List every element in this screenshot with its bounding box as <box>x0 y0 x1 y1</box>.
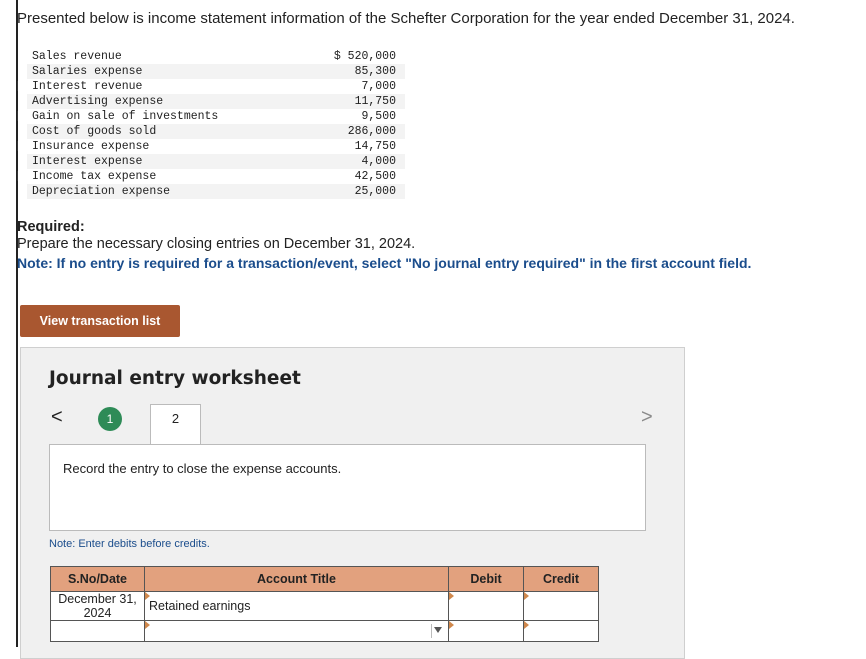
table-row <box>27 79 405 94</box>
item-label: Advertising expense <box>27 94 314 109</box>
item-value: 42,500 <box>354 170 396 183</box>
table-row <box>27 184 405 199</box>
debit-column-header: Debit <box>449 567 524 592</box>
income-statement-table <box>27 49 405 199</box>
problem-intro: Presented below is income statement information of the Schefter Corporation for the year ended December 31, 2024. <box>17 10 795 27</box>
table-row <box>27 154 405 169</box>
item-value: $ 520,000 <box>333 50 396 63</box>
entry-instruction: Record the entry to close the expense accounts. <box>63 461 342 476</box>
journal-row <box>51 592 599 621</box>
row-marker <box>17 141 18 151</box>
item-value: 4,000 <box>314 154 405 169</box>
table-row <box>27 169 405 184</box>
item-value: 25,000 <box>314 184 405 199</box>
item-value: 85,300 <box>314 64 405 79</box>
date-cell <box>51 621 145 642</box>
input-marker-icon <box>449 621 454 629</box>
debit-input[interactable] <box>449 592 524 621</box>
item-value: 14,750 <box>354 140 396 153</box>
required-heading: Required: <box>17 219 85 235</box>
table-row <box>27 49 405 64</box>
row-marker <box>17 111 18 121</box>
chevron-right-icon[interactable]: > <box>641 406 653 428</box>
debit-input[interactable] <box>449 621 524 642</box>
table-row <box>27 124 405 139</box>
debit-credit-note: Note: Enter debits before credits. <box>49 538 210 550</box>
instruction-text: Prepare the necessary closing entries on December 31, 2024. <box>17 236 416 252</box>
account-title-value: Retained earnings <box>149 599 251 613</box>
table-row <box>27 94 405 109</box>
item-label: Salaries expense <box>27 64 314 79</box>
input-marker-icon <box>449 592 454 600</box>
table-row <box>27 139 405 154</box>
item-label: Sales revenue <box>32 50 122 63</box>
worksheet-title: Journal entry worksheet <box>49 368 301 389</box>
item-label: Interest expense <box>27 154 314 169</box>
credit-input[interactable] <box>524 621 599 642</box>
item-value: 9,500 <box>361 110 396 123</box>
journal-worksheet-panel <box>20 347 685 659</box>
credit-column-header: Credit <box>524 567 599 592</box>
chevron-left-icon[interactable]: < <box>51 406 63 428</box>
credit-input[interactable] <box>524 592 599 621</box>
item-label: Cost of goods sold <box>27 124 314 139</box>
table-row <box>27 64 405 79</box>
left-border <box>16 0 18 647</box>
item-value: 286,000 <box>314 124 405 139</box>
item-label: Income tax expense <box>32 170 157 183</box>
journal-entry-table <box>50 566 599 642</box>
item-label: Gain on sale of investments <box>32 110 219 123</box>
dropdown-divider <box>431 624 432 638</box>
account-column-header: Account Title <box>145 567 449 592</box>
step-1-button[interactable]: 1 <box>98 407 122 431</box>
note-text: Note: If no entry is required for a transaction/event, select "No journal entry required" in the first account field. <box>17 255 752 271</box>
chevron-down-icon[interactable] <box>434 627 442 633</box>
date-cell: December 31, 2024 <box>51 592 145 621</box>
date-column-header: S.No/Date <box>51 567 145 592</box>
entry-description-box <box>49 444 646 531</box>
item-value: 7,000 <box>361 80 396 93</box>
row-marker <box>17 81 18 91</box>
table-row <box>27 109 405 124</box>
journal-row <box>51 621 599 642</box>
input-marker-icon <box>145 592 150 600</box>
item-label: Interest revenue <box>32 80 143 93</box>
account-cell[interactable] <box>145 592 449 621</box>
item-value: 11,750 <box>314 94 405 109</box>
step-2-tab[interactable]: 2 <box>150 404 201 446</box>
journal-header-row <box>51 567 599 592</box>
input-marker-icon <box>524 592 529 600</box>
item-label: Insurance expense <box>32 140 150 153</box>
account-select[interactable] <box>145 621 449 642</box>
item-label: Depreciation expense <box>27 184 314 199</box>
row-marker <box>17 171 18 181</box>
input-marker-icon <box>145 621 150 629</box>
input-marker-icon <box>524 621 529 629</box>
view-transaction-list-button[interactable]: View transaction list <box>20 305 180 337</box>
